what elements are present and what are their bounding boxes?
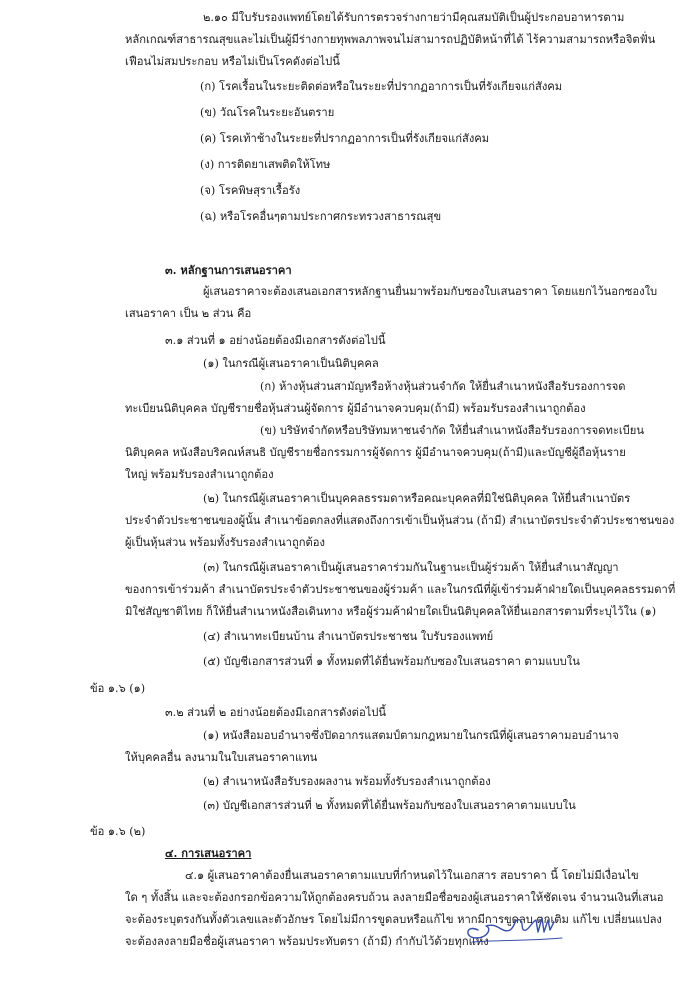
- text-line: ผู้เป็นหุ้นส่วน พร้อมทั้งรับรองสำเนาถูกต้อง: [125, 536, 325, 549]
- list-item: (ง) การติดยาเสพติดให้โทษ: [200, 158, 331, 171]
- text-line: ประจำตัวประชาชนของผู้นั้น สำเนาข้อตกลงที่แสดงถึงการเข้าเป็นหุ้นส่วน (ถ้ามี) สำเนาบัตรประจำตัวประชาชนของ: [125, 514, 675, 527]
- text-line: จะต้องระบุตรงกันทั้งตัวเลขและตัวอักษร โดยไม่มีการขูดลบหรือแก้ไข หากมีการขูดลบ ตกเติม แก้ไข เปลี่ยนแปลง: [125, 913, 662, 926]
- text-line: เสนอราคา เป็น ๒ ส่วน คือ: [125, 307, 252, 320]
- text-line: ให้บุคคลอื่น ลงนามในใบเสนอราคาแทน: [125, 751, 318, 764]
- text-line: (๕) บัญชีเอกสารส่วนที่ ๑ ทั้งหมดที่ได้ยื่นพร้อมกับซองใบเสนอราคา ตามแบบใน: [203, 655, 580, 668]
- text-line: ใหญ่ พร้อมรับรองสำเนาถูกต้อง: [125, 468, 274, 481]
- text-line: ๔.๑ ผู้เสนอราคาต้องยื่นเสนอราคาตามแบบที่กำหนดไว้ในเอกสาร สอบราคา นี้ โดยไม่มีเงื่อนไข: [185, 869, 639, 882]
- text-line: (๓) ในกรณีผู้เสนอราคาเป็นผู้เสนอราคาร่วมกันในฐานะเป็นผู้ร่วมค้า ให้ยื่นสำเนาสัญญา: [203, 561, 619, 574]
- signature-stroke: [468, 918, 554, 938]
- text-line: ข้อ ๑.๖ (๒): [90, 825, 146, 838]
- text-line: (๒) สำเนาหนังสือรับรองผลงาน พร้อมทั้งรับรองสำเนาถูกต้อง: [203, 775, 491, 788]
- text-line: (๑) หนังสือมอบอำนาจซึ่งปิดอากรแสตมป์ตามกฎหมายในกรณีที่ผู้เสนอราคามอบอำนาจ: [203, 729, 619, 742]
- text-line: ทะเบียนนิติบุคคล บัญชีรายชื่อหุ้นส่วนผู้จัดการ ผู้มีอำนาจควบคุม(ถ้ามี) พร้อมรับรองสำเนาถูกต้อง: [125, 402, 586, 415]
- text-line: เฟือนไม่สมประกอบ หรือไม่เป็นโรคดังต่อไปนี้: [125, 55, 340, 68]
- section-heading: ๔. การเสนอราคา: [165, 846, 252, 860]
- text-line: ๓.๒ ส่วนที่ ๒ อย่างน้อยต้องมีเอกสารดังต่อไปนี้: [165, 706, 387, 719]
- text-line: (๔) สำเนาทะเบียนบ้าน สำเนาบัตรประชาชน ใบรับรองแพทย์: [203, 630, 494, 643]
- text-line: (๓) บัญชีเอกสารส่วนที่ ๒ ทั้งหมดที่ได้ยื่นพร้อมกับซองใบเสนอราคาตามแบบใน: [203, 799, 576, 812]
- list-item: (ข) วัณโรคในระยะอันตราย: [200, 106, 335, 119]
- text-line: (๑) ในกรณีผู้เสนอราคาเป็นนิติบุคคล: [203, 357, 379, 370]
- text-line: ข้อ ๑.๖ (๑): [90, 682, 146, 695]
- list-item: (ค) โรคเท้าช้างในระยะที่ปรากฏอาการเป็นที่รังเกียจแก่สังคม: [200, 132, 490, 145]
- text-line: (๒) ในกรณีผู้เสนอราคาเป็นบุคคลธรรมดาหรือคณะบุคคลที่มิใช่นิติบุคคล ให้ยื่นสำเนาบัตร: [203, 492, 631, 505]
- text-line: ๓.๑ ส่วนที่ ๑ อย่างน้อยต้องมีเอกสารดังต่อไปนี้: [165, 334, 386, 347]
- section-heading: ๓. หลักฐานการเสนอราคา: [165, 263, 292, 277]
- signature-mark: [458, 900, 578, 950]
- text-line: จะต้องลงลายมือชื่อผู้เสนอราคา พร้อมประทับตรา (ถ้ามี) กำกับไว้ด้วยทุกแห่ง: [125, 935, 489, 948]
- list-item: (ฉ) หรือโรคอื่นๆตามประกาศกระทรวงสาธารณสุข: [200, 210, 442, 223]
- text-line: (ก) ห้างหุ้นส่วนสามัญหรือห้างหุ้นส่วนจำกัด ให้ยื่นสำเนาหนังสือรับรองการจด: [260, 380, 626, 393]
- text-line: ผู้เสนอราคาจะต้องเสนอเอกสารหลักฐานยื่นมาพร้อมกับซองใบเสนอราคา โดยแยกไว้นอกซองใบ: [203, 285, 658, 298]
- text-line: ของการเข้าร่วมค้า สำเนาบัตรประจำตัวประชาชนของผู้ร่วมค้า และในกรณีที่ผู้เข้าร่วมค้าฝ่ายใดเป็นบุคคลธรรมดาที่: [125, 583, 676, 596]
- text-line: (ข) บริษัทจำกัดหรือบริษัทมหาชนจำกัด ให้ยื่นสำเนาหนังสือรับรองการจดทะเบียน: [260, 424, 644, 437]
- text-line: ๒.๑๐ มีใบรับรองแพทย์โดยได้รับการตรวจร่างกายว่ามีคุณสมบัติเป็นผู้ประกอบอาหารตาม: [203, 11, 625, 24]
- text-line: มิใช่สัญชาติไทย ก็ให้ยื่นสำเนาหนังสือเดินทาง หรือผู้ร่วมค้าฝ่ายใดเป็นนิติบุคคลให้ยื่นเอกสารตามที่ระบุไว้ใน (๑): [125, 605, 657, 618]
- text-line: หลักเกณฑ์สาธารณสุขและไม่เป็นผู้มีร่างกายทุพพลภาพจนไม่สามารถปฏิบัติหน้าที่ได้ ไร้ความสามารถหรือจิตฟั่น: [125, 33, 656, 46]
- list-item: (ก) โรคเรื้อนในระยะติดต่อหรือในระยะที่ปรากฏอาการเป็นที่รังเกียจแก่สังคม: [200, 80, 563, 93]
- list-item: (จ) โรคพิษสุราเรื้อรัง: [200, 184, 301, 197]
- text-line: ใด ๆ ทั้งสิ้น และจะต้องกรอกข้อความให้ถูกต้องครบถ้วน ลงลายมือชื่อของผู้เสนอราคาให้ชัดเจน จำนวนเงินที่เสนอ: [125, 891, 664, 904]
- signature-stroke: [472, 938, 562, 942]
- text-line: นิติบุคคล หนังสือบริคณห์สนธิ บัญชีรายชื่อกรรมการผู้จัดการ ผู้มีอำนาจควบคุม(ถ้ามี)และบัญชีผู้ถือหุ้นราย: [125, 446, 626, 459]
